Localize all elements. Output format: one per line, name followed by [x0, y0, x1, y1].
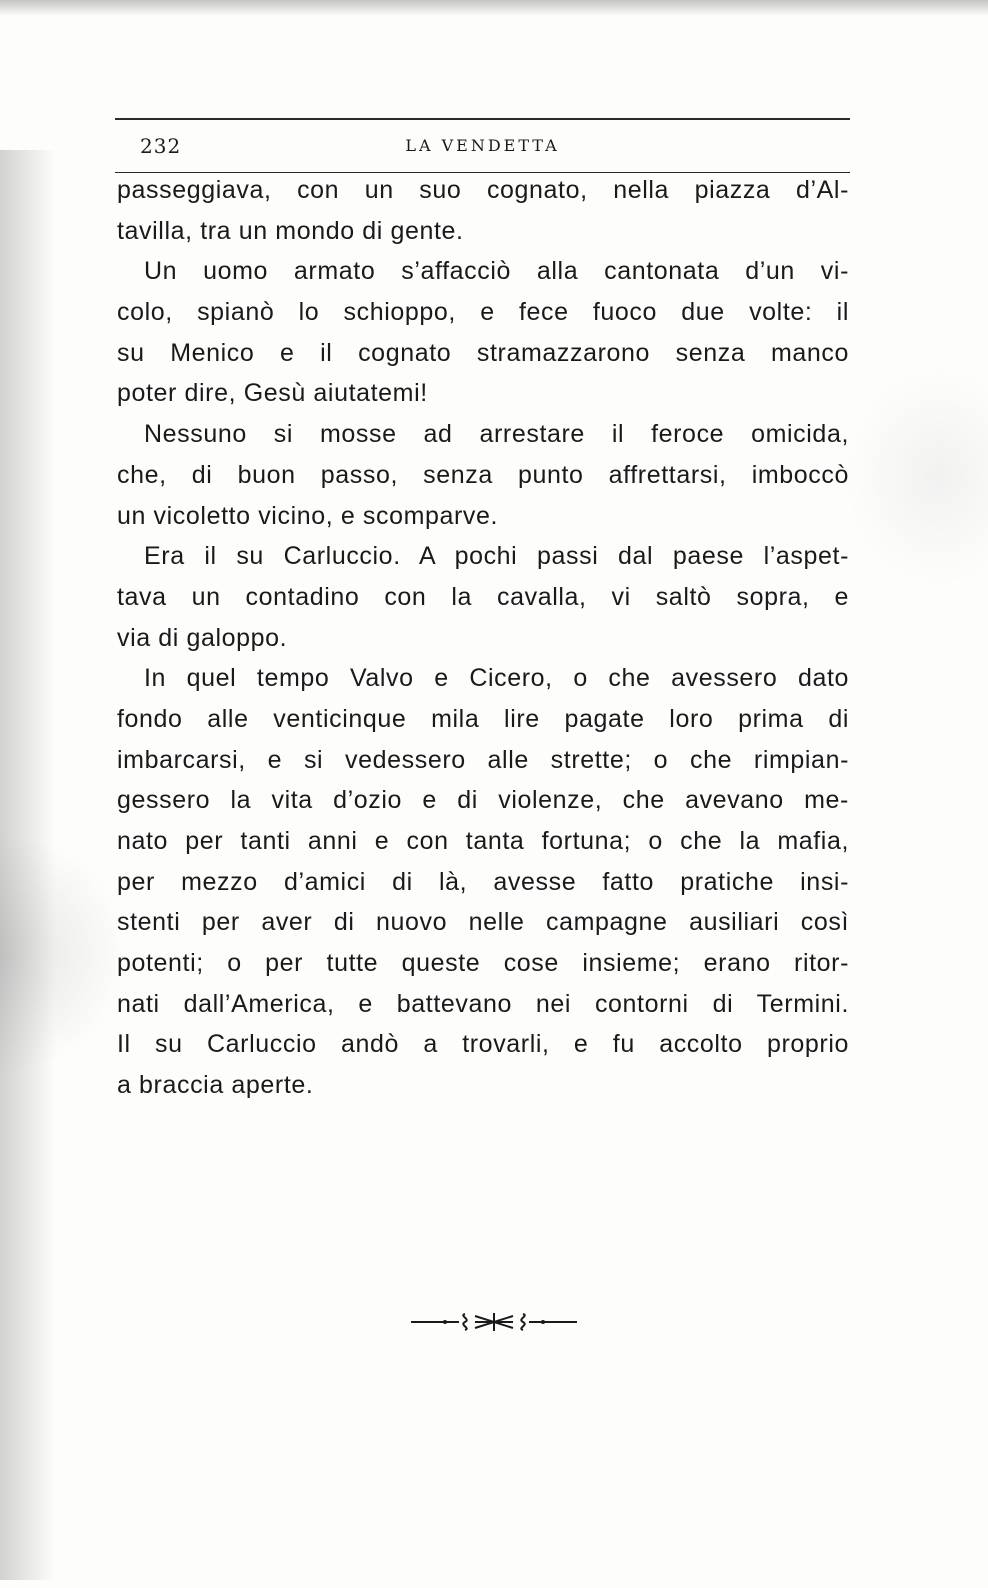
page-binding-shadow	[0, 150, 55, 1580]
page-top-shadow	[0, 0, 988, 16]
decorative-flourish-icon	[409, 1310, 579, 1334]
text-line: Il su Carluccio andò a trovarli, e fu accolto proprio	[117, 1030, 849, 1059]
text-line: su Menico e il cognato stramazzarono senza manco	[117, 338, 849, 367]
text-line: passeggiava, con un suo cognato, nella piazza d’Al-	[117, 176, 849, 204]
text-line: un vicoletto vicino, e scomparve.	[117, 501, 499, 530]
text-line: fondo alle venticinque mila lire pagate loro prima di	[117, 704, 849, 733]
text-line: In quel tempo Valvo e Cicero, o che avessero dato	[144, 664, 849, 693]
end-ornament	[0, 1310, 988, 1338]
text-line: gessero la vita d’ozio e di violenze, che avevano me-	[117, 786, 849, 815]
text-line: nato per tanti anni e con tanta fortuna; o che la mafia,	[117, 827, 849, 855]
text-line: Un uomo armato s’affacciò alla cantonata d’un vi-	[144, 257, 849, 286]
text-line: imbarcarsi, e si vedessero alle strette; o che rimpian-	[117, 745, 849, 774]
text-line: che, di buon passo, senza punto affrettarsi, imboccò	[117, 460, 849, 489]
text-line: stenti per aver di nuovo nelle campagne ausiliari così	[117, 908, 849, 937]
text-line: Nessuno si mosse ad arrestare il feroce omicida,	[144, 420, 849, 449]
text-line: per mezzo d’amici di là, avesse fatto pratiche insi-	[117, 867, 849, 896]
text-line: potenti; o per tutte queste cose insieme; erano ritor-	[117, 949, 849, 978]
running-title: LA VENDETTA	[405, 136, 560, 155]
body-text	[117, 170, 849, 1106]
text-line: tava un contadino con la cavalla, vi saltò sopra, e	[117, 582, 849, 611]
text-line: a braccia aperte.	[117, 1071, 314, 1100]
text-line: poter dire, Gesù aiutatemi!	[117, 379, 428, 408]
text-line: Era il su Carluccio. A pochi passi dal paese l’aspet-	[144, 542, 849, 571]
page-number: 232	[140, 134, 182, 158]
text-line: nati dall’America, e battevano nei contorni di Termini.	[117, 989, 849, 1018]
text-line: via di galoppo.	[117, 623, 288, 652]
text-line: tavilla, tra un mondo di gente.	[117, 216, 464, 245]
text-line: colo, spianò lo schioppo, e fece fuoco due volte: il	[117, 298, 849, 327]
page-header	[115, 118, 850, 173]
